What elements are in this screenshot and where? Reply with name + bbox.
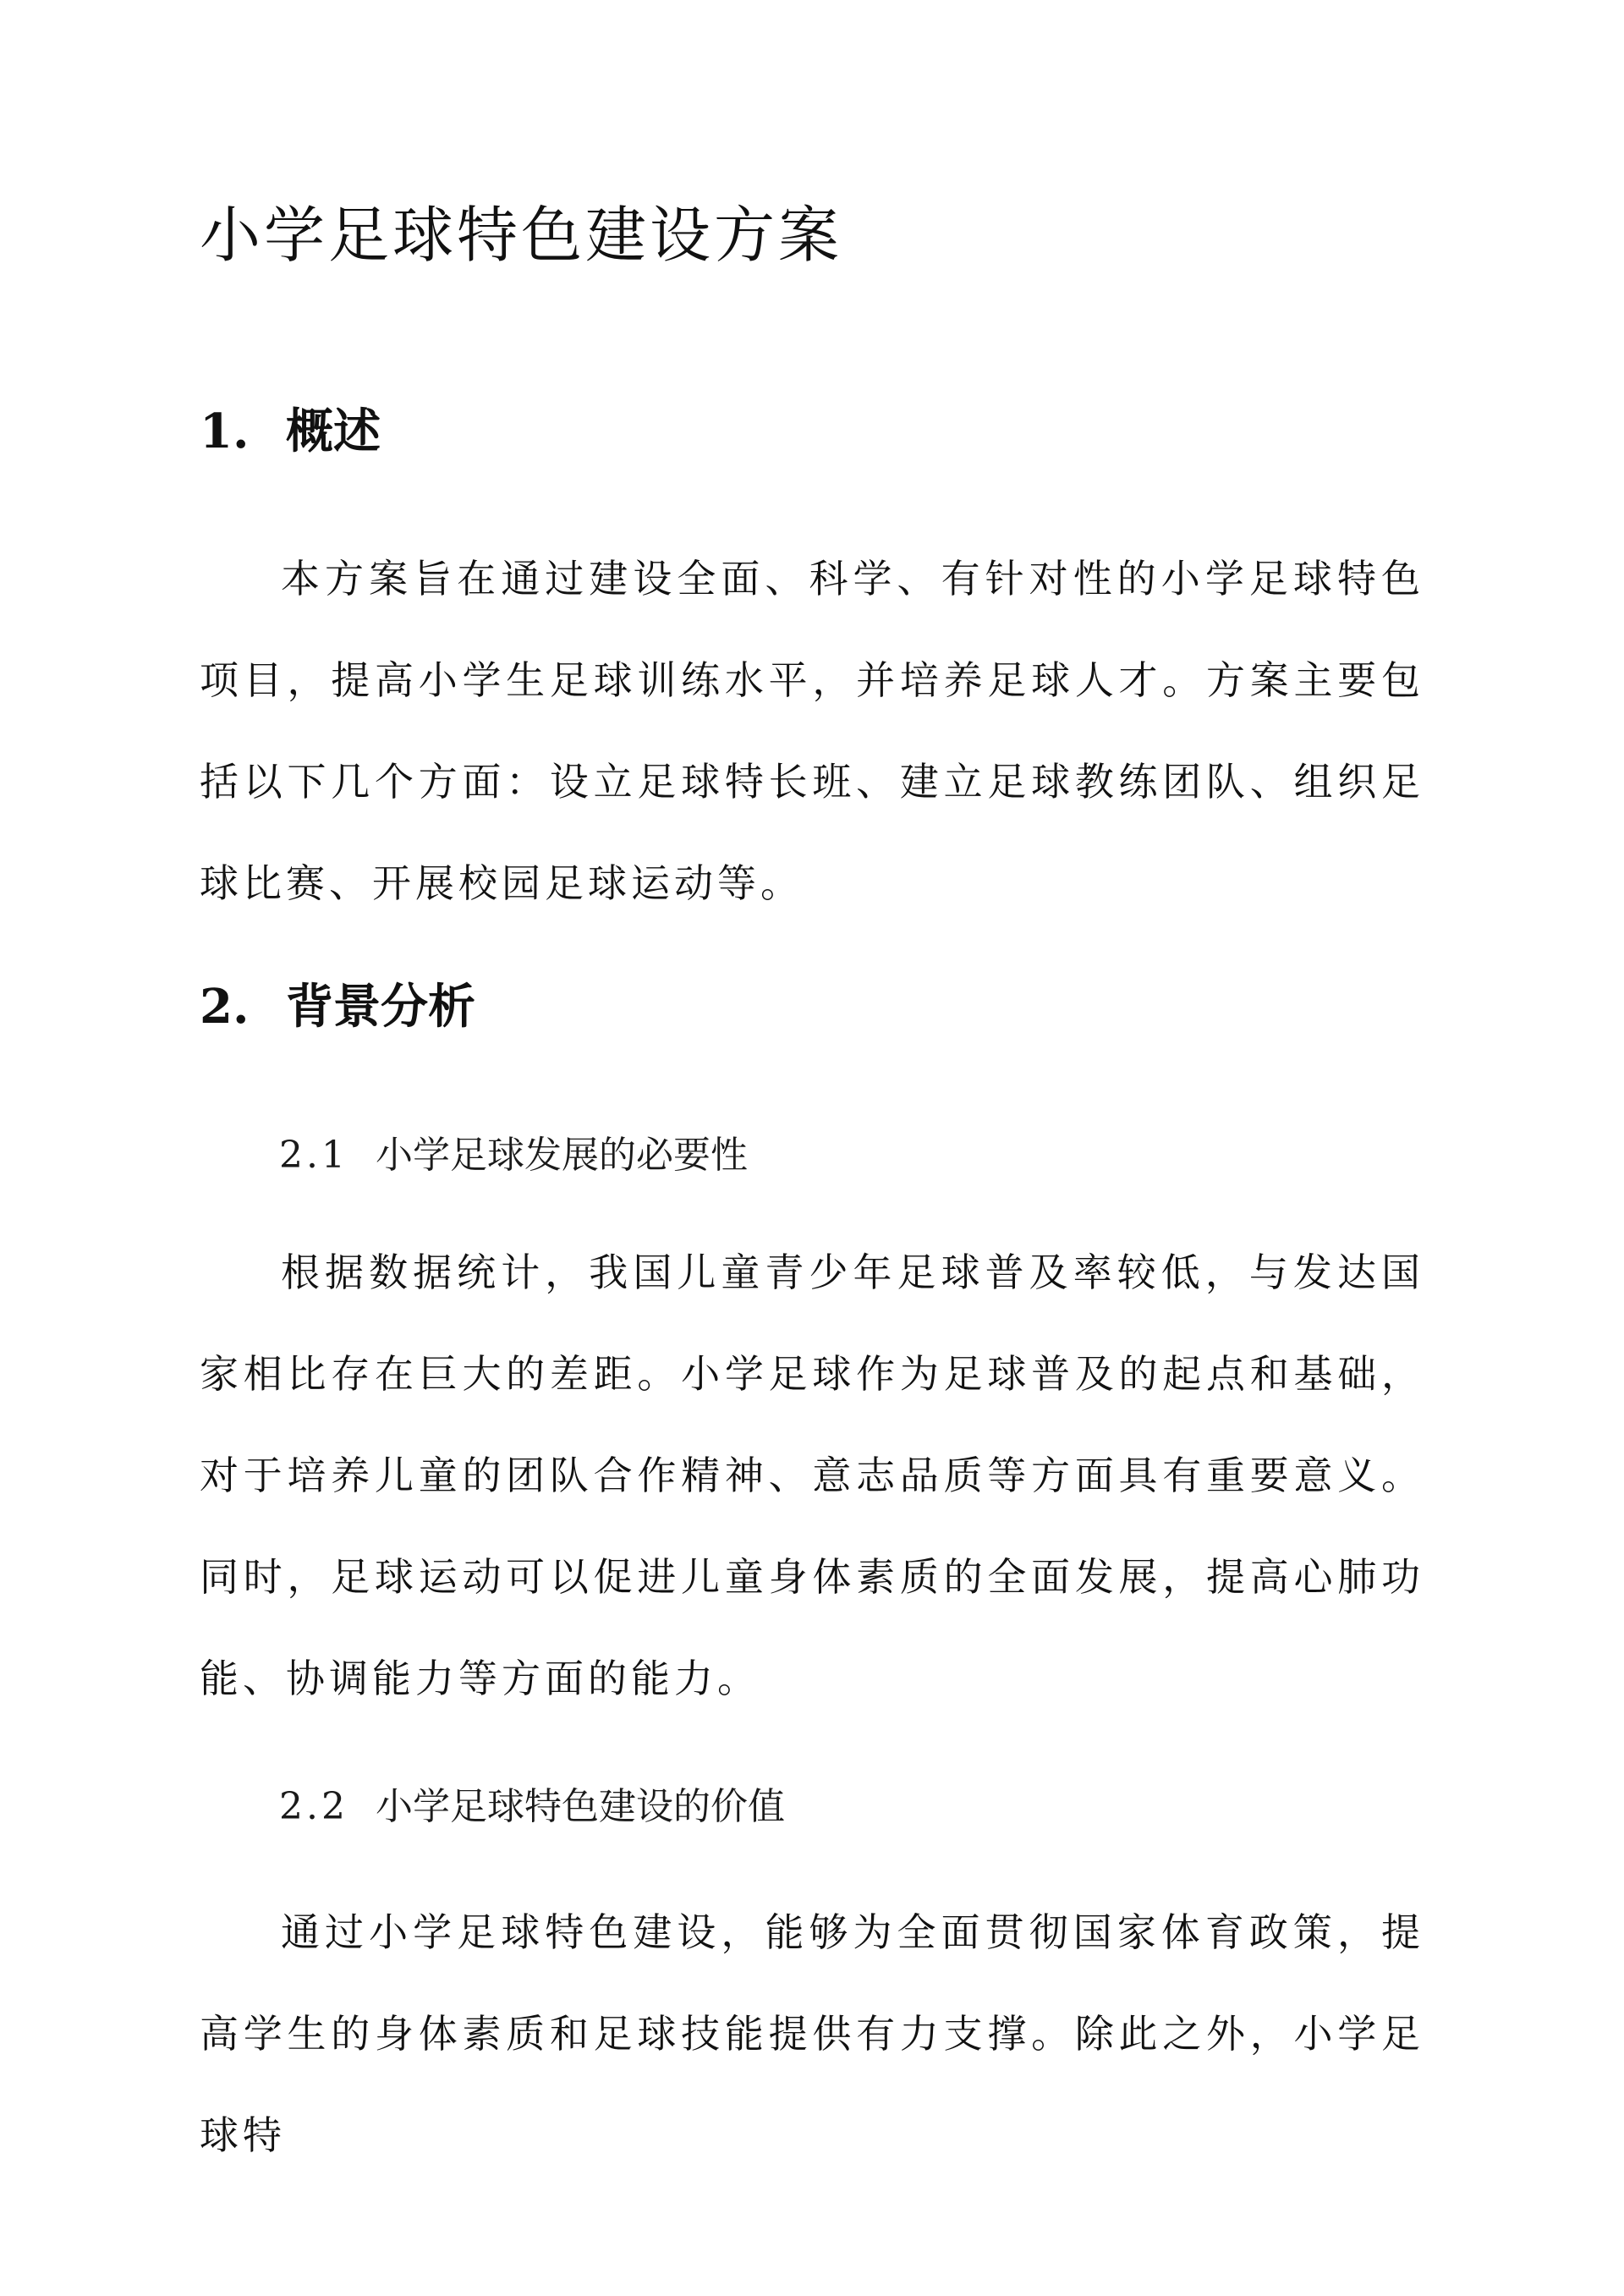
- subsection-heading-value: [279, 1782, 785, 1832]
- value-paragraph: 通过小学足球特色建设，能够为全面贯彻国家体育政策，提高学生的身体素质和足球技能提供有力支撑。除此之外，小学足球特: [200, 1909, 1424, 2158]
- overview-paragraph: 本方案旨在通过建设全面、科学、有针对性的小学足球特色项目，提高小学生足球训练水平，并培养足球人才。方案主要包括以下几个方面：设立足球特长班、建立足球教练团队、组织足球比赛、开展校园足球运动等。: [200, 556, 1424, 906]
- subsection-title: 小学足球特色建设的价值: [376, 1785, 785, 1828]
- subsection-number: 2.1: [279, 1134, 348, 1177]
- section-number: 2.: [200, 979, 250, 1035]
- section-heading-overview: [200, 398, 381, 465]
- necessity-paragraph: 根据数据统计，我国儿童青少年足球普及率较低，与发达国家相比存在巨大的差距。小学足球作为足球普及的起点和基础，对于培养儿童的团队合作精神、意志品质等方面具有重要意义。同时，足球运动可以促进儿童身体素质的全面发展，提高心肺功能、协调能力等方面的能力。: [200, 1250, 1424, 1701]
- section-number: 1.: [200, 404, 250, 459]
- subsection-number: 2.2: [279, 1785, 348, 1828]
- section-heading-background: [200, 973, 475, 1041]
- section-title: 背景分析: [286, 979, 475, 1035]
- document-title: 小学足球特色建设方案: [200, 200, 843, 271]
- section-title: 概述: [286, 404, 381, 459]
- subsection-title: 小学足球发展的必要性: [376, 1134, 748, 1177]
- subsection-heading-necessity: [279, 1130, 748, 1181]
